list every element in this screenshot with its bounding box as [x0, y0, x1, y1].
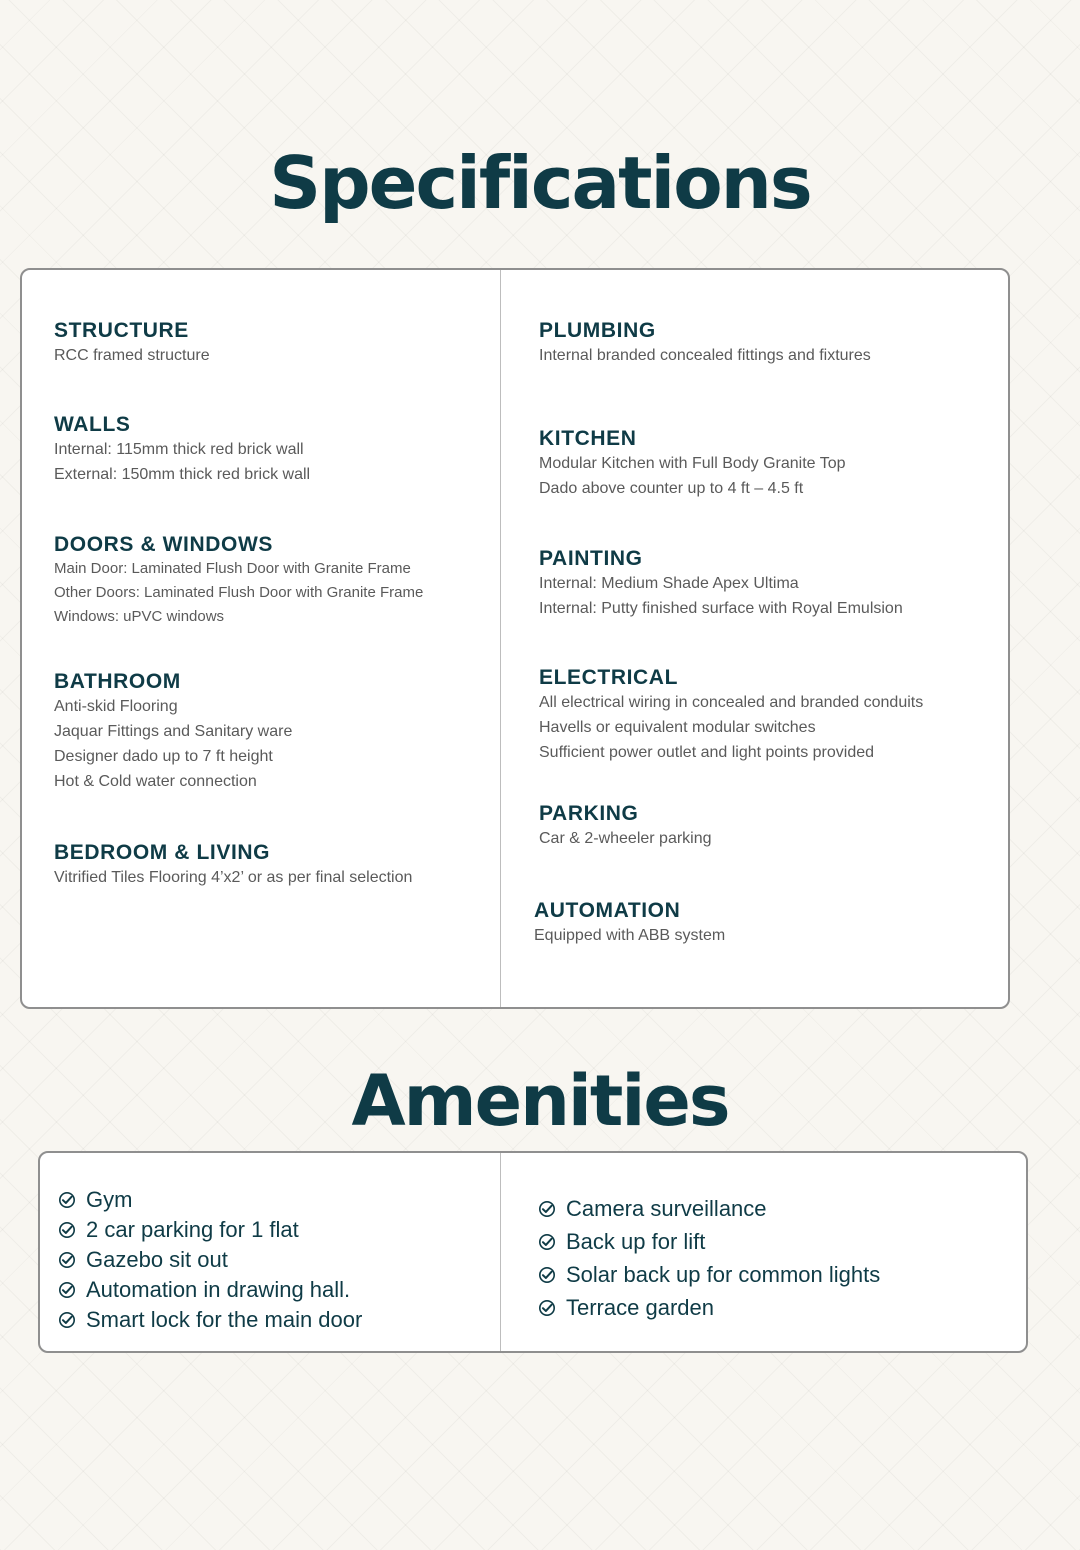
check-circle-icon: [538, 1233, 556, 1251]
spec-line: RCC framed structure: [54, 347, 210, 364]
specifications-title: Specifications: [269, 141, 811, 225]
check-circle-icon: [58, 1251, 76, 1269]
spec-line: Main Door: Laminated Flush Door with Granite Frame: [54, 560, 411, 577]
amenity-label: Back up for lift: [566, 1228, 706, 1254]
spec-heading: DOORS & WINDOWS: [54, 533, 273, 556]
specifications-card: [20, 268, 1010, 1009]
spec-line: External: 150mm thick red brick wall: [54, 466, 311, 483]
amenities-right-list: [538, 1192, 880, 1324]
spec-line: Internal: Medium Shade Apex Ultima: [539, 575, 799, 592]
spec-heading: WALLS: [54, 413, 131, 436]
column-divider: [500, 1153, 501, 1351]
amenity-label: 2 car parking for 1 flat: [86, 1217, 299, 1242]
check-circle-icon: [538, 1200, 556, 1218]
spec-line: Hot & Cold water connection: [54, 773, 257, 790]
spec-heading: BATHROOM: [54, 670, 181, 693]
check-circle-icon: [58, 1221, 76, 1239]
spec-walls: [54, 413, 310, 487]
spec-line: Car & 2-wheeler parking: [539, 830, 712, 847]
amenities-title: Amenities: [351, 1060, 729, 1142]
spec-parking: [539, 802, 712, 851]
amenity-label: Gazebo sit out: [86, 1247, 228, 1272]
spec-automation: [534, 899, 725, 948]
amenity-label: Terrace garden: [566, 1294, 714, 1320]
spec-heading: ELECTRICAL: [539, 666, 678, 689]
amenity-item: [538, 1291, 880, 1324]
spec-heading: AUTOMATION: [534, 899, 681, 922]
amenities-left-list: [58, 1185, 362, 1335]
amenity-item: [538, 1258, 880, 1291]
amenity-label: Camera surveillance: [566, 1195, 767, 1221]
spec-line: Modular Kitchen with Full Body Granite Top: [539, 455, 846, 472]
amenity-item: [58, 1275, 362, 1305]
amenity-label: Solar back up for common lights: [566, 1261, 881, 1287]
amenity-item: [58, 1185, 362, 1215]
spec-line: Internal branded concealed fittings and fixtures: [539, 347, 871, 364]
spec-heading: BEDROOM & LIVING: [54, 841, 271, 864]
spec-bedroom-living: [54, 841, 412, 890]
amenity-item: [58, 1305, 362, 1335]
spec-structure: [54, 319, 210, 368]
spec-line: Internal: 115mm thick red brick wall: [54, 441, 304, 458]
spec-painting: [539, 547, 903, 621]
check-circle-icon: [58, 1311, 76, 1329]
spec-heading: PLUMBING: [539, 319, 656, 342]
spec-line: Dado above counter up to 4 ft – 4.5 ft: [539, 480, 804, 497]
spec-kitchen: [539, 427, 846, 501]
spec-line: Anti-skid Flooring: [54, 698, 178, 715]
spec-heading: PARKING: [539, 802, 639, 825]
spec-line: Designer dado up to 7 ft height: [54, 748, 273, 765]
amenity-label: Gym: [86, 1187, 133, 1212]
spec-electrical: [539, 666, 923, 765]
spec-line: Internal: Putty finished surface with Royal Emulsion: [539, 600, 903, 617]
column-divider: [500, 270, 501, 1007]
amenities-card: [38, 1151, 1028, 1353]
spec-bathroom: [54, 670, 292, 794]
spec-line: Equipped with ABB system: [534, 927, 726, 944]
check-circle-icon: [58, 1281, 76, 1299]
spec-line: Jaquar Fittings and Sanitary ware: [54, 723, 293, 740]
check-circle-icon: [58, 1191, 76, 1209]
spec-plumbing: [539, 319, 871, 368]
amenity-item: [538, 1225, 880, 1258]
spec-line: Sufficient power outlet and light points provided: [539, 744, 875, 761]
amenity-label: Automation in drawing hall.: [86, 1277, 351, 1302]
spec-line: All electrical wiring in concealed and branded conduits: [539, 694, 924, 711]
spec-line: Havells or equivalent modular switches: [539, 719, 816, 736]
amenity-item: [538, 1192, 880, 1225]
spec-heading: KITCHEN: [539, 427, 637, 450]
amenity-item: [58, 1245, 362, 1275]
spec-doors-windows: [54, 533, 423, 629]
spec-line: Windows: uPVC windows: [54, 608, 225, 625]
spec-heading: PAINTING: [539, 547, 643, 570]
check-circle-icon: [538, 1266, 556, 1284]
spec-line: Vitrified Tiles Flooring 4’x2’ or as per final selection: [54, 869, 413, 886]
check-circle-icon: [538, 1299, 556, 1317]
spec-heading: STRUCTURE: [54, 319, 189, 342]
amenity-label: Smart lock for the main door: [86, 1307, 363, 1332]
amenity-item: [58, 1215, 362, 1245]
spec-line: Other Doors: Laminated Flush Door with Granite Frame: [54, 584, 424, 601]
